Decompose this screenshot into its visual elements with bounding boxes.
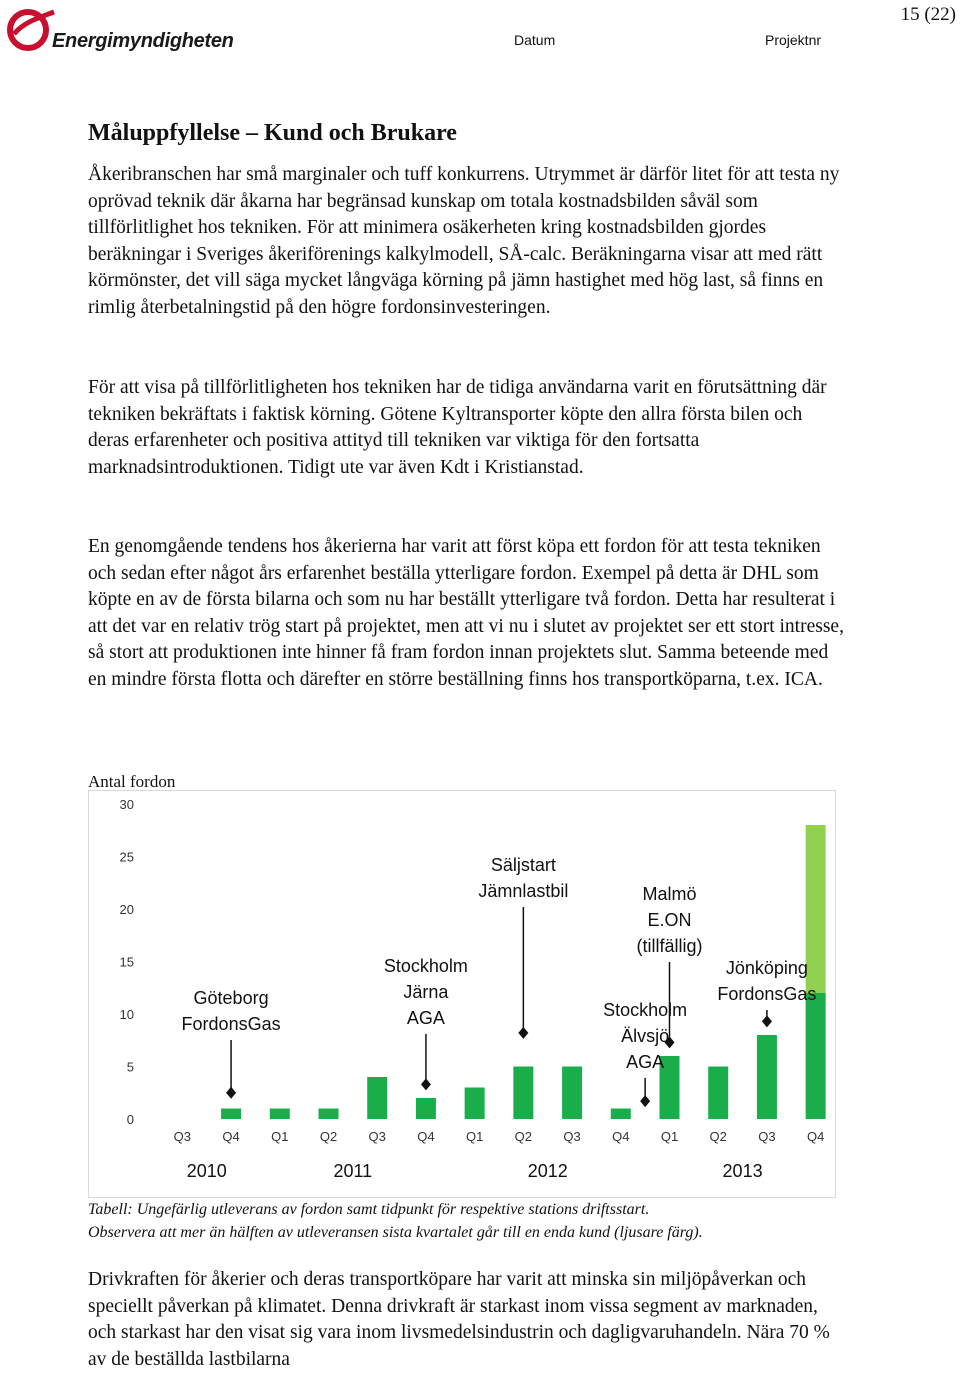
annotation-label: AGA <box>406 1008 445 1028</box>
y-tick-label: 0 <box>126 1112 134 1127</box>
annotation-label: E.ON <box>647 910 692 930</box>
paragraph-2: För att visa på tillförlitligheten hos tekniken har de tidiga användarna varit en förutsättning där tekniken bekräftats i faktisk körning. Götene Kyltransporter köpte den allra första bilen och deras erfarenheter och positiva attityd till tekniken var viktiga för den fortsatta marknadsintroduktionen. Tidigt ute var även Kdt i Kristianstad. <box>88 377 827 478</box>
bar-single-customer <box>806 825 826 993</box>
annotation-label: Jämnlastbil <box>478 881 569 901</box>
annotation-label: Stockholm <box>383 956 468 976</box>
year-label: 2011 <box>333 1161 373 1181</box>
y-tick-label: 10 <box>119 1007 134 1022</box>
x-tick-label: Q3 <box>368 1129 386 1144</box>
year-label: 2013 <box>722 1161 763 1181</box>
caption-line-1: Tabell: Ungefärlig utleverans av fordon samt tidpunkt för respektive stations driftsstart. <box>88 1201 650 1218</box>
header-projektnr-label: Projektnr <box>765 32 822 48</box>
x-tick-label: Q3 <box>758 1129 776 1144</box>
x-tick-label: Q2 <box>709 1129 727 1144</box>
year-label: 2012 <box>527 1161 568 1181</box>
paragraph-4: Drivkraften för åkerier och deras transportköpare har varit att minska sin miljöpåverkan och speciellt påverkan på klimatet. Denna drivkraft är starkast inom vissa segment av marknaden, och starkast har den visat sig vara inom livsmedelsindustrin och dagligvaruhandeln. Nära 70 % av de beställda lastbilarna <box>88 1269 830 1370</box>
bar-chart <box>88 790 836 1198</box>
x-tick-label: Q2 <box>319 1129 338 1144</box>
page-number: 15 (22) <box>900 4 956 25</box>
bar-main <box>319 1109 339 1120</box>
bar-main <box>562 1067 582 1120</box>
x-tick-label: Q1 <box>660 1129 679 1144</box>
annotation-label: FordonsGas <box>181 1014 281 1034</box>
bar-main <box>416 1098 436 1119</box>
y-tick-label: 25 <box>119 849 134 865</box>
chart-caption <box>88 1198 868 1244</box>
x-tick-label: Q2 <box>514 1129 533 1144</box>
x-tick-label: Q4 <box>417 1129 435 1144</box>
bar-main <box>757 1035 777 1119</box>
caption-line-2: Observera att mer än hälften av utleveransen sista kvartalet går till en enda kund (ljusare färg). <box>88 1224 703 1241</box>
y-tick-label: 20 <box>119 902 134 917</box>
annotation-label: Stockholm <box>603 1000 688 1020</box>
x-tick-label: Q4 <box>222 1129 240 1144</box>
x-tick-label: Q4 <box>806 1129 825 1144</box>
annotation-label: Jönköping <box>725 958 808 978</box>
logo-text: Energimyndigheten <box>52 30 234 52</box>
section-title: Måluppfyllelse – Kund och Brukare <box>88 120 457 146</box>
page-header <box>0 0 960 70</box>
bar-main <box>221 1109 241 1120</box>
chart-y-axis-title: Antal fordon <box>88 772 176 791</box>
y-tick-label: 15 <box>119 954 134 970</box>
x-tick-label: Q4 <box>612 1129 630 1144</box>
annotation-label: FordonsGas <box>717 984 817 1004</box>
x-tick-label: Q1 <box>271 1129 289 1144</box>
y-tick-label: 5 <box>126 1059 134 1075</box>
annotation-label: Säljstart <box>490 855 556 875</box>
annotation-label: AGA <box>626 1052 665 1072</box>
header-datum-label: Datum <box>514 32 556 48</box>
bar-main <box>611 1109 631 1120</box>
annotation-label: Älvsjö <box>621 1026 670 1046</box>
x-tick-label: Q3 <box>563 1129 581 1144</box>
paragraph-3: En genomgående tendens hos åkerierna har varit att först köpa ett fordon för att testa tekniken och sedan efter något års erfarenhet beställa ytterligare fordon. Exempel på detta är DHL som köpte en av de första bilarna och som nu har beställt ytterligare två fordon. Detta har resulterat i att det var en relativ trög start på projektet, men att vi nu i slutet av projektet ser ett stort intresse, så stort att produktionen inte hinner få fram fordon innan projektets slut. Samma beteende med en mindre första flotta och därefter en större beställning finns hos transportköparna, t.ex. ICA. <box>88 536 844 690</box>
annotation-label: Göteborg <box>193 988 269 1008</box>
bar-main <box>513 1067 533 1120</box>
bar-main <box>367 1077 387 1119</box>
bar-main <box>806 993 826 1119</box>
annotation-label: (tillfällig) <box>636 936 703 956</box>
bar-main <box>270 1109 290 1120</box>
x-tick-label: Q3 <box>173 1129 192 1144</box>
paragraph-1: Åkeribranschen har små marginaler och tuff konkurrens. Utrymmet är därför litet för att testa ny oprövad teknik där åkarna har begränsad kunskap om totala kostnadsbilden såväl som tillförlitlighet hos tekniken. För att minimera osäkerheten kring kostnadsbilden gjordes beräkningar i Sveriges åkeriförenings kalkylmodell, SÅ-calc. Beräkningarna visar att med rätt körmönster, det vill säga mycket långväga körning på jämn hastighet med hög last, så finns en rimlig återbetalningstid på den högre fordonsinvesteringen. <box>88 164 840 318</box>
x-tick-label: Q1 <box>465 1129 484 1144</box>
bar-main <box>465 1088 485 1120</box>
annotation-label: Järna <box>403 982 449 1002</box>
annotation-label: Malmö <box>642 884 697 904</box>
y-tick-label: 30 <box>119 797 134 812</box>
bar-main <box>708 1067 728 1120</box>
year-label: 2010 <box>186 1161 227 1181</box>
